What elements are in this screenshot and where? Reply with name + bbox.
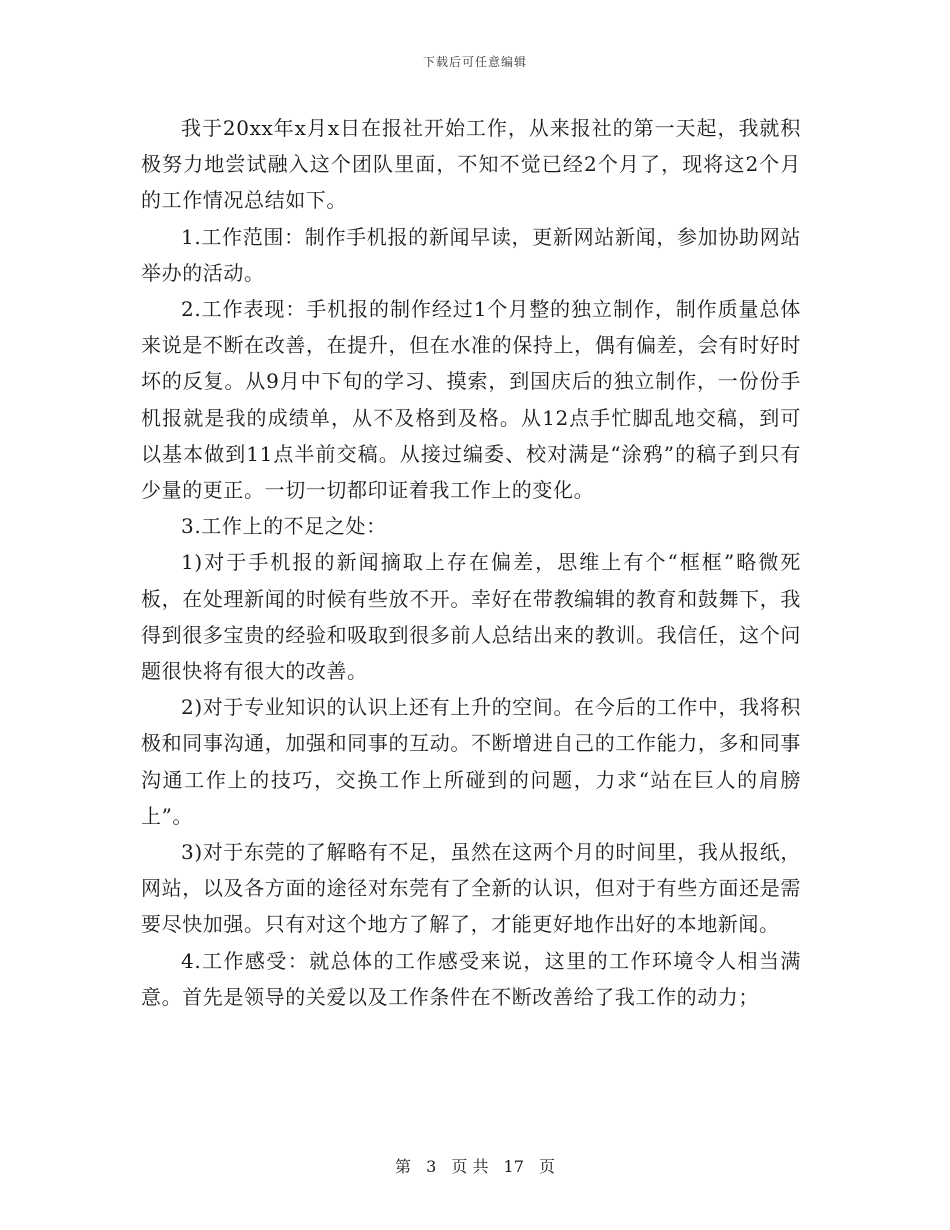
paragraph-work-scope: 1.工作范围：制作手机报的新闻早读，更新网站新闻，参加协助网站举办的活动。 (141, 224, 801, 285)
paragraph-shortcomings-heading: 3.工作上的不足之处： (181, 514, 387, 539)
paragraph-work-performance: 2.工作表现：手机报的制作经过1个月整的独立制作，制作质量总体来说是不断在改善，在提升，但在水准的保持上，偶有偏差，会有时好时坏的反复。从9月中下旬的学习、摸索，到国庆后的独立制作，一份份手机报就是我的成绩单，从不及格到及格。从12点手忙脚乱地交稿，到可以基本做到11点半前交稿。从接过编委、校对满是“涂鸦”的稿子到只有少量的更正。一切一切都印证着我工作上的变化。 (141, 297, 801, 503)
paragraph-work-feelings: 4.工作感受：就总体的工作感受来说，这里的工作环境令人相当满意。首先是领导的关爱以及工作条件在不断改善给了我工作的动力； (141, 948, 801, 1009)
document-body (141, 110, 801, 1015)
paragraph-shortcoming-2: 2)对于专业知识的认识上还有上升的空间。在今后的工作中，我将积极和同事沟通，加强和同事的互动。不断增进自己的工作能力，多和同事沟通工作上的技巧，交换工作上所碰到的问题，力求“站在巨人的肩膀上”。 (141, 695, 801, 828)
page-total: 17 (503, 1157, 524, 1176)
paragraph-intro: 我于20xx年x月x日在报社开始工作，从来报社的第一天起，我就积极努力地尝试融入这个团队里面，不知不觉已经2个月了，现将这2个月的工作情况总结如下。 (141, 116, 801, 213)
footer-prefix: 第 (394, 1157, 411, 1176)
page-number: 3 (426, 1157, 437, 1176)
paragraph-shortcoming-3: 3)对于东莞的了解略有不足，虽然在这两个月的时间里，我从报纸，网站，以及各方面的途径对东莞有了全新的认识，但对于有些方面还是需要尽快加强。只有对这个地方了解了，才能更好地作出好的本地新闻。 (141, 840, 801, 937)
page-header: 下载后可任意编辑 (422, 55, 527, 69)
footer-middle: 页 共 (451, 1157, 489, 1176)
page-footer (0, 1154, 950, 1177)
footer-suffix: 页 (539, 1157, 556, 1176)
paragraph-shortcoming-1: 1)对于手机报的新闻摘取上存在偏差，思维上有个“框框”略微死板，在处理新闻的时候有些放不开。幸好在带教编辑的教育和鼓舞下，我得到很多宝贵的经验和吸取到很多前人总结出来的教训。我信任，这个问题很快将有很大的改善。 (141, 550, 801, 684)
